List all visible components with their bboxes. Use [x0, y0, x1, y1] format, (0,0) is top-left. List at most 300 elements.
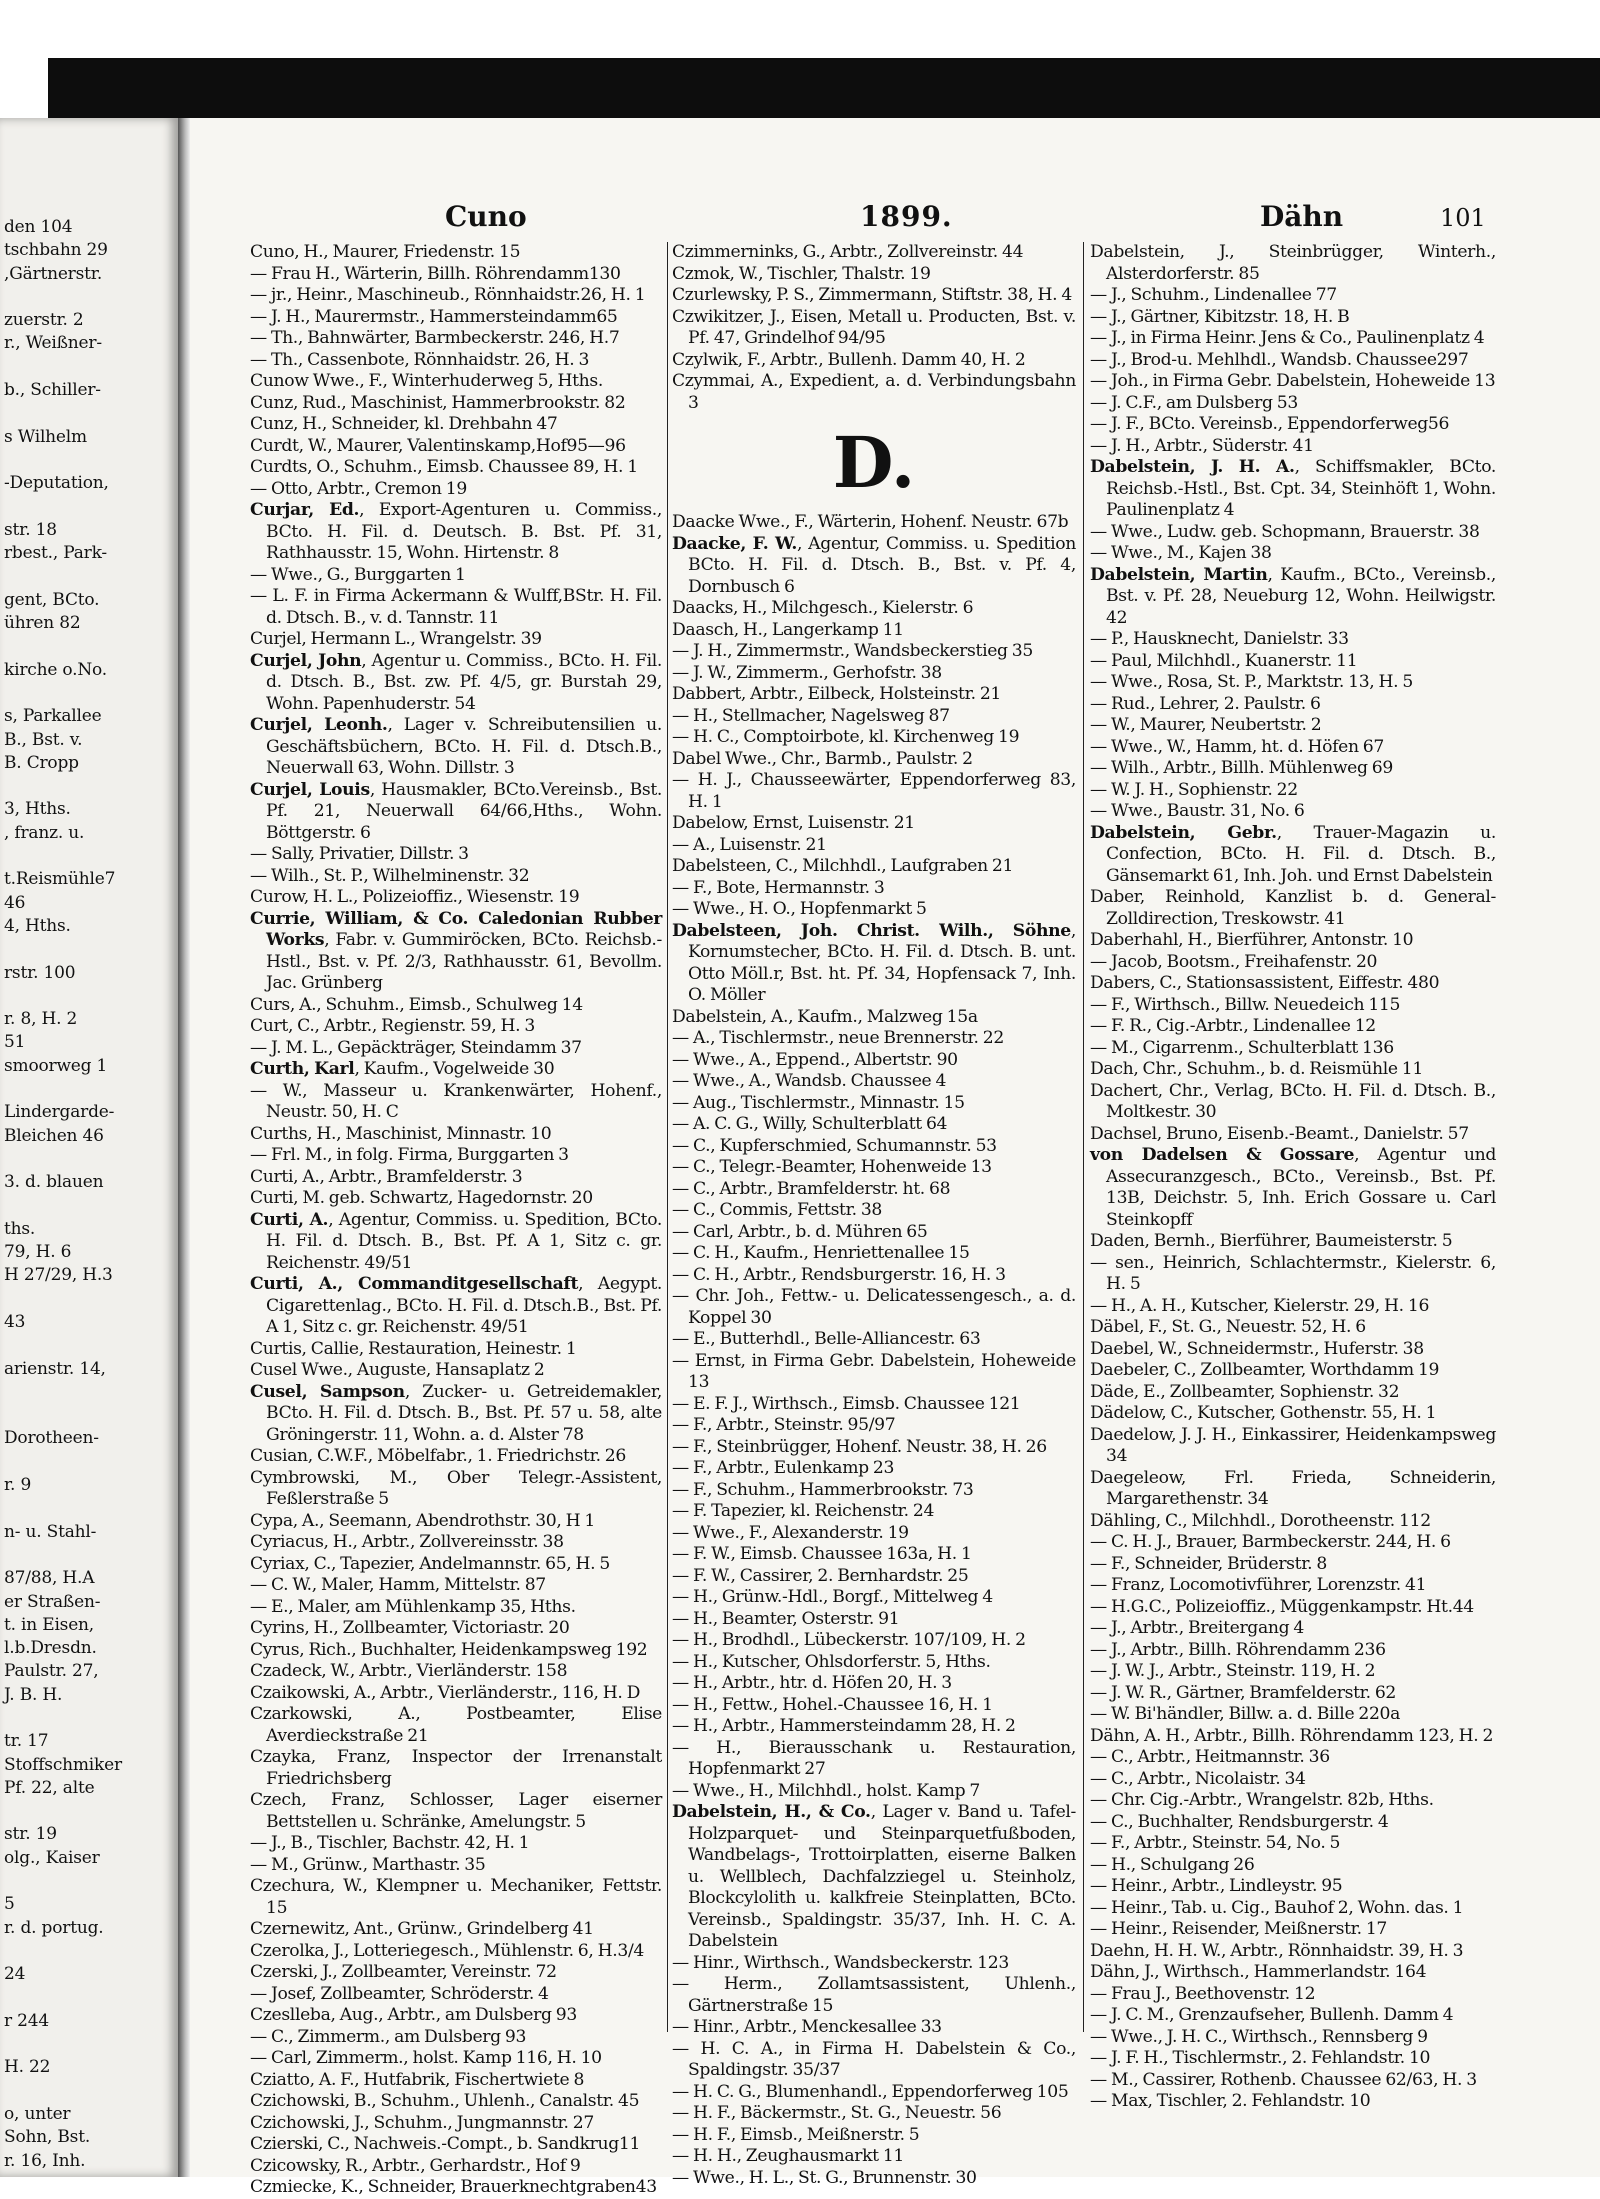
left-page-line: 46	[4, 892, 26, 913]
left-page-line: Dorotheen-	[4, 1428, 99, 1449]
left-page-line	[4, 1381, 178, 1404]
directory-entry: Cunz, Rud., Maschinist, Hammerbrookstr. 82	[250, 392, 626, 413]
left-page-line	[4, 1987, 178, 2010]
left-page-line: r. 9	[4, 1475, 32, 1496]
left-page-line: kirche o.No.	[4, 659, 107, 680]
directory-entry: Daberhahl, H., Bierführer, Antonstr. 10	[1090, 930, 1414, 950]
directory-entry: Dabelsteen, Joh. Christ. Wilh., Söhne, Kornumstecher, BCto. H. Fil. d. Dtsch. B. unt. Otto Möll.r, Bst. ht. Pf. 34, Hopfensack 7, Inh. O. Möller	[672, 920, 1076, 1005]
directory-entry: — H. C., Comptoirbote, kl. Kirchenweg 19	[672, 727, 1020, 747]
page-header	[250, 200, 1490, 240]
directory-entry: Dabelstein, A., Kaufm., Malzweg 15a	[672, 1006, 978, 1027]
directory-entry: — Carl, Arbtr., b. d. Mühren 65	[672, 1221, 928, 1242]
directory-entry: — A., Tischlermstr., neue Brennerstr. 22	[672, 1028, 1004, 1048]
left-page-line	[4, 1078, 178, 1101]
left-page-line: rbest., Park-	[4, 543, 107, 564]
directory-entry: — Wwe., H., Milchhdl., holst. Kamp 7	[672, 1780, 980, 1801]
directory-entry: — Carl, Zimmerm., holst. Kamp 116, H. 10	[250, 2048, 602, 2068]
directory-entry: — Th., Bahnwärter, Barmbeckerstr. 246, H.7	[250, 328, 620, 348]
directory-entry: Czeslleba, Aug., Arbtr., am Dulsberg 93	[250, 2005, 577, 2025]
directory-entry: Daasch, H., Langerkamp 11	[672, 619, 904, 640]
directory-entry: — Paul, Milchhdl., Kuanerstr. 11	[1090, 650, 1358, 671]
directory-entry: — Joh., in Firma Gebr. Dabelstein, Hoheweide 13	[1090, 371, 1496, 391]
directory-entry: Curdt, W., Maurer, Valentinskamp,Hof95—96	[250, 435, 626, 456]
left-page-line	[4, 1148, 178, 1171]
left-page-line: smoorweg 1	[4, 1055, 108, 1076]
left-page-line: er Straßen-	[4, 1591, 101, 1612]
directory-entry: Cuno, H., Maurer, Friedenstr. 15	[250, 242, 521, 262]
page-number: 101	[1440, 204, 1486, 232]
left-page-line	[4, 1404, 178, 1427]
directory-entry: Curth, Karl, Kaufm., Vogelweide 30	[250, 1059, 555, 1079]
directory-entry: Czwikitzer, J., Eisen, Metall u. Producten, Bst. v. Pf. 47, Grindelhof 94/95	[672, 306, 1076, 348]
left-page-line: s, Parkallee	[4, 706, 102, 727]
directory-entry: — E. F. J., Wirthsch., Eimsb. Chaussee 121	[672, 1393, 1021, 1414]
directory-entry: — F., Bote, Hermannstr. 3	[672, 877, 885, 898]
directory-entry: Curjel, Louis, Hausmakler, BCto.Vereinsb., Bst. Pf. 21, Neuerwall 64/66,Hths., Wohn. Böttgerstr. 6	[250, 779, 663, 843]
directory-entry: — H. H., Zeughausmarkt 11	[672, 2146, 905, 2166]
directory-entry: Dachert, Chr., Verlag, BCto. H. Fil. d. Dtsch. B., Moltkestr. 30	[1090, 1080, 1496, 1122]
directory-entry: — C., Buchhalter, Rendsburgerstr. 4	[1090, 1811, 1389, 1832]
left-page-line	[4, 2033, 178, 2056]
directory-entry: — L. F. in Firma Ackermann & Wulff,BStr. H. Fil. d. Dtsch. B., v. d. Tannstr. 11	[250, 586, 662, 628]
directory-entry: Dabelow, Ernst, Luisenstr. 21	[672, 813, 915, 833]
directory-entry: Dachsel, Bruno, Eisenb.-Beamt., Danielstr. 57	[1090, 1123, 1469, 1144]
directory-entry: — H. C. A., in Firma H. Dabelstein & Co., Spaldingstr. 35/37	[672, 2038, 1076, 2080]
directory-entry: — A., Luisenstr. 21	[672, 834, 827, 855]
directory-entry: Czylwik, F., Arbtr., Bullenh. Damm 40, H. 2	[672, 349, 1026, 370]
directory-entry: — J. W. J., Arbtr., Steinstr. 119, H. 2	[1090, 1661, 1376, 1681]
directory-column-2	[672, 242, 1076, 2188]
directory-entry: Curti, A., Arbtr., Bramfelderstr. 3	[250, 1166, 523, 1187]
directory-entry: — M., Grünw., Marthastr. 35	[250, 1854, 486, 1875]
left-page-line: Paulstr. 27,	[4, 1661, 99, 1682]
directory-entry: — Wwe., A., Wandsb. Chaussee 4	[672, 1071, 947, 1091]
directory-entry: Daebel, W., Schneidermstr., Huferstr. 38	[1090, 1338, 1424, 1359]
left-page-line	[4, 1497, 178, 1520]
left-page-line: r. d. portug.	[4, 1917, 104, 1938]
directory-entry: Czadeck, W., Arbtr., Vierländerstr. 158	[250, 1661, 568, 1681]
directory-entry: Czaikowski, A., Arbtr., Vierländerstr., 116, H. D	[250, 1682, 641, 1703]
directory-entry: — H. J., Chausseewärter, Eppendorferweg 83, H. 1	[672, 770, 1076, 812]
left-page-line: Pf. 22, alte	[4, 1777, 95, 1798]
directory-entry: — C. H., Kaufm., Henriettenallee 15	[672, 1243, 970, 1263]
left-page-line: o, unter	[4, 2104, 71, 2125]
directory-entry: — sen., Heinrich, Schlachtermstr., Kielerstr. 6, H. 5	[1090, 1252, 1496, 1294]
directory-entry: Czechura, W., Klempner u. Mechaniker, Fettstr. 15	[250, 1876, 662, 1918]
directory-entry: Cusian, C.W.F., Möbelfabr., 1. Friedrichstr. 26	[250, 1446, 626, 1466]
left-page-line: tschbahn 29	[4, 240, 108, 261]
directory-entry: — F., Wirthsch., Billw. Neuedeich 115	[1090, 994, 1401, 1015]
directory-entry: — C., Arbtr., Heitmannstr. 36	[1090, 1747, 1330, 1767]
directory-entry: — F. W., Cassirer, 2. Bernhardstr. 25	[672, 1565, 969, 1586]
directory-entry: — H. C. G., Blumenhandl., Eppendorferweg 105	[672, 2081, 1069, 2102]
left-page-line: 43	[4, 1311, 26, 1332]
directory-entry: — M., Cigarrenm., Schulterblatt 136	[1090, 1037, 1394, 1058]
directory-entry: Daacke, F. W., Agentur, Commiss. u. Spedition BCto. H. Fil. d. Dtsch. B., Bst. v. Pf. 4, Dornbusch 6	[672, 533, 1076, 597]
left-page-line: Lindergarde-	[4, 1102, 115, 1123]
left-page-line: arienstr. 14,	[4, 1358, 106, 1379]
directory-entry: — F., Arbtr., Eulenkamp 23	[672, 1458, 895, 1478]
directory-entry: — C. H., Arbtr., Rendsburgerstr. 16, H. 3	[672, 1264, 1006, 1285]
directory-entry: Cusel Wwe., Auguste, Hansaplatz 2	[250, 1360, 545, 1380]
directory-column-3	[1090, 242, 1497, 2111]
directory-entry: Cypa, A., Seemann, Abendrothstr. 30, H 1	[250, 1510, 595, 1531]
left-page-line	[4, 496, 178, 519]
directory-entry: — F. W., Eimsb. Chaussee 163a, H. 1	[672, 1544, 972, 1564]
directory-entry: Däde, E., Zollbeamter, Sophienstr. 32	[1090, 1381, 1400, 1402]
directory-entry: — H., Brodhdl., Lübeckerstr. 107/109, H. 2	[672, 1630, 1026, 1650]
directory-entry: Cunow Wwe., F., Winterhuderweg 5, Hths.	[250, 371, 603, 391]
left-page-line	[4, 938, 178, 961]
directory-entry: Cusel, Sampson, Zucker- u. Getreidemakler, BCto. H. Fil. d. Dtsch. B., Bst. Pf. 57 u. 58, alte Gröningerstr. 11, Wohn. a. d. Alster 78	[250, 1381, 663, 1445]
directory-entry: — Frl. M., in folg. Firma, Burggarten 3	[250, 1145, 569, 1165]
directory-entry: — Frau J., Beethovenstr. 12	[1090, 1983, 1316, 2004]
directory-entry: Cunz, H., Schneider, kl. Drehbahn 47	[250, 414, 558, 434]
directory-entry: — P., Hausknecht, Danielstr. 33	[1090, 629, 1349, 649]
directory-entry: — J. H., Maurermstr., Hammersteindamm65	[250, 306, 618, 327]
directory-entry: Daebeler, C., Zollbeamter, Worthdamm 19	[1090, 1360, 1440, 1380]
directory-entry: — Wwe., J. H. C., Wirthsch., Rennsberg 9	[1090, 2026, 1428, 2047]
directory-entry: Curths, H., Maschinist, Minnastr. 10	[250, 1123, 552, 1144]
directory-entry: — Wwe., H. O., Hopfenmarkt 5	[672, 899, 927, 919]
directory-entry: Cyriacus, H., Arbtr., Zollvereinsstr. 38	[250, 1532, 564, 1552]
column-2-top-entries	[672, 242, 1076, 414]
directory-entry: Curjel, Leonh., Lager v. Schreibutensilien u. Geschäftsbüchern, BCto. H. Fil. d. Dtsch.B., Neuerwall 63, Wohn. Dillstr. 3	[250, 715, 662, 778]
left-page-line: B., Bst. v.	[4, 729, 83, 750]
left-page-line: b., Schiller-	[4, 380, 101, 401]
directory-entry: — H., A. H., Kutscher, Kielerstr. 29, H. 16	[1090, 1295, 1430, 1316]
header-left-keyword: Cuno	[445, 200, 527, 233]
directory-entry: — J. C.F., am Dulsberg 53	[1090, 392, 1298, 413]
directory-entry: — H., Beamter, Osterstr. 91	[672, 1608, 900, 1629]
column-2-d-entries	[672, 512, 1076, 2189]
left-page-line: ,Gärtnerstr.	[4, 263, 103, 284]
directory-entry: Curti, A., Agentur, Commiss. u. Spedition, BCto. H. Fil. d. Dtsch. B., Bst. Pf. A 1, Sitz c. gr. Reichenstr. 49/51	[250, 1209, 663, 1273]
directory-entry: Czerolka, J., Lotteriegesch., Mühlenstr. 6, H.3/4	[250, 1940, 644, 1961]
left-page-line: r 244	[4, 2010, 49, 2031]
directory-entry: — J., in Firma Heinr. Jens & Co., Paulinenplatz 4	[1090, 328, 1485, 348]
header-right-keyword: Dähn	[1260, 200, 1344, 233]
left-page-line	[4, 1800, 178, 1823]
left-page-line: t.Reismühle7	[4, 869, 116, 890]
directory-entry: — C., Arbtr., Nicolaistr. 34	[1090, 1768, 1306, 1789]
left-page-line	[4, 402, 178, 425]
directory-entry: — F., Arbtr., Steinstr. 54, No. 5	[1090, 1833, 1341, 1853]
left-page-line: 79, H. 6	[4, 1242, 72, 1263]
directory-entry: — Josef, Zollbeamter, Schröderstr. 4	[250, 1983, 549, 2004]
scan-top-shadow	[48, 58, 1600, 118]
left-page-line	[4, 682, 178, 705]
directory-entry: Dabelstein, H., & Co., Lager v. Band u. Tafel-Holzparquet- und Steinparquetfußboden, Wandbelags-, Trottoirplatten, eiserne Balken u. Wellblech, Dachfalzziegel u. Steinholz, Blockcylolith u. kalkfreie Steinplatten, BCto. Vereinsb., Spaldingstr. 35/37, Inh. H. C. A. Dabelstein	[672, 1802, 1076, 1951]
directory-entry: — F., Schneider, Brüderstr. 8	[1090, 1553, 1327, 1574]
left-page-line	[4, 1940, 178, 1963]
left-page-line: Stoffschmiker	[4, 1754, 122, 1775]
directory-entry: Czicowsky, R., Arbtr., Gerhardstr., Hof 9	[250, 2155, 581, 2176]
directory-entry: Cyrus, Rich., Buchhalter, Heidenkampsweg 192	[250, 1639, 648, 1660]
directory-entry: Daedelow, J. J. H., Einkassirer, Heidenkampsweg 34	[1090, 1424, 1496, 1466]
directory-entry: Dädelow, C., Kutscher, Gothenstr. 55, H. 1	[1090, 1403, 1437, 1423]
directory-entry: Daber, Reinhold, Kanzlist b. d. General-Zolldirection, Treskowstr. 41	[1090, 887, 1496, 929]
directory-entry: Czichowski, J., Schuhm., Jungmannstr. 27	[250, 2112, 594, 2133]
left-page-line	[4, 845, 178, 868]
directory-entry: — Heinr., Tab. u. Cig., Bauhof 2, Wohn. das. 1	[1090, 1897, 1464, 1918]
directory-entry: Czmok, W., Tischler, Thalstr. 19	[672, 263, 931, 284]
directory-entry: Czayka, Franz, Inspector der Irrenanstalt Friedrichsberg	[250, 1747, 662, 1789]
left-page-line: 87/88, H.A	[4, 1568, 95, 1589]
left-page-line: 51	[4, 1032, 26, 1053]
left-page-line: -Deputation,	[4, 473, 109, 494]
directory-entry: Cziatto, A. F., Hutfabrik, Fischertwiete 8	[250, 2069, 585, 2090]
left-page-line: 4, Hths.	[4, 915, 71, 936]
directory-entry: — Wilh., Arbtr., Billh. Mühlenweg 69	[1090, 758, 1393, 778]
directory-entry: — Wwe., M., Kajen 38	[1090, 543, 1272, 563]
directory-entry: — J., Brod-u. Mehlhdl., Wandsb. Chaussee297	[1090, 349, 1469, 370]
directory-entry: Dähn, A. H., Arbtr., Billh. Röhrendamm 123, H. 2	[1090, 1725, 1494, 1746]
column-rule	[1083, 242, 1084, 2032]
directory-entry: — C., Zimmerm., am Dulsberg 93	[250, 2026, 527, 2047]
directory-entry: Curjel, John, Agentur u. Commiss., BCto. H. Fil. d. Dtsch. B., Bst. zw. Pf. 4/5, gr. Burstah 29, Wohn. Papenhuderstr. 54	[250, 650, 662, 714]
directory-entry: — J., B., Tischler, Bachstr. 42, H. 1	[250, 1833, 530, 1853]
directory-entry: — W. J. H., Sophienstr. 22	[1090, 779, 1298, 800]
directory-entry: — H., Grünw.-Hdl., Borgf., Mittelweg 4	[672, 1587, 993, 1607]
directory-entry: — Wwe., Ludw. geb. Schopmann, Brauerstr. 38	[1090, 521, 1480, 542]
directory-entry: — Aug., Tischlermstr., Minnastr. 15	[672, 1092, 965, 1113]
directory-entry: — Sally, Privatier, Dillstr. 3	[250, 844, 469, 864]
directory-entry: — Frau H., Wärterin, Billh. Röhrendamm130	[250, 263, 621, 284]
left-page-line	[4, 1194, 178, 1217]
left-page-fragment	[0, 118, 178, 2177]
left-page-line: H 27/29, H.3	[4, 1265, 113, 1286]
directory-entry: — J. H., Zimmermstr., Wandsbeckerstieg 35	[672, 641, 1033, 661]
directory-entry: — J. H., Arbtr., Süderstr. 41	[1090, 435, 1314, 456]
directory-entry: Daacke Wwe., F., Wärterin, Hohenf. Neustr. 67b	[672, 512, 1069, 532]
directory-entry: — jr., Heinr., Maschineub., Rönnhaidstr.26, H. 1	[250, 285, 646, 305]
letter-heading: D.	[832, 421, 916, 504]
directory-entry: Czech, Franz, Schlosser, Lager eiserner Bettstellen u. Schränke, Amelungstr. 5	[250, 1790, 662, 1832]
directory-entry: Daehn, H. H. W., Arbtr., Rönnhaidstr. 39, H. 3	[1090, 1940, 1464, 1961]
directory-entry: Curtis, Callie, Restauration, Heinestr. 1	[250, 1338, 577, 1359]
directory-entry: — Wwe., A., Eppend., Albertstr. 90	[672, 1049, 958, 1070]
left-page-line	[4, 286, 178, 309]
left-page-line: 5	[4, 1894, 15, 1915]
directory-entry: Curti, M. geb. Schwartz, Hagedornstr. 20	[250, 1188, 593, 1208]
directory-entry: — C. H. J., Brauer, Barmbeckerstr. 244, H. 6	[1090, 1532, 1451, 1552]
left-page-line	[4, 985, 178, 1008]
left-page-line	[4, 356, 178, 379]
directory-entry: — J., Schuhm., Lindenallee 77	[1090, 285, 1337, 305]
directory-entry: — H., Arbtr., htr. d. Höfen 20, H. 3	[672, 1673, 952, 1693]
directory-entry: Dach, Chr., Schuhm., b. d. Reismühle 11	[1090, 1059, 1423, 1079]
directory-entry: Dabelstein, Gebr., Trauer-Magazin u. Confection, BCto. H. Fil. d. Dtsch. B., Gänsemarkt 61, Inh. Joh. und Ernst Dabelstein	[1090, 822, 1496, 886]
left-page-line: J. B. H.	[4, 1684, 63, 1705]
directory-entry: Cyriax, C., Tapezier, Andelmannstr. 65, H. 5	[250, 1553, 610, 1574]
left-page-line: gent, BCto.	[4, 589, 100, 610]
directory-entry: Dähling, C., Milchhdl., Dorotheenstr. 112	[1090, 1510, 1431, 1531]
directory-entry: — F., Steinbrügger, Hohenf. Neustr. 38, H. 26	[672, 1436, 1047, 1457]
directory-entry: Czymmai, A., Expedient, a. d. Verbindungsbahn 3	[672, 371, 1076, 413]
directory-entry: Däbel, F., St. G., Neuestr. 52, H. 6	[1090, 1317, 1366, 1337]
left-page-line: , franz. u.	[4, 822, 85, 843]
directory-entry: — W., Masseur u. Krankenwärter, Hohenf., Neustr. 50, H. C	[250, 1080, 662, 1122]
left-page-line: str. 19	[4, 1824, 57, 1845]
directory-entry: — Heinr., Reisender, Meißnerstr. 17	[1090, 1919, 1387, 1939]
directory-entry: — H., Fettw., Hohel.-Chaussee 16, H. 1	[672, 1694, 993, 1715]
column-rule	[667, 242, 668, 2032]
directory-entry: — Hinr., Arbtr., Menckesallee 33	[672, 2017, 942, 2037]
directory-entry: — Wwe., Rosa, St. P., Marktstr. 13, H. 5	[1090, 672, 1413, 692]
left-page-line: r. 16, Inh.	[4, 2150, 86, 2171]
directory-entry: Dabers, C., Stationsassistent, Eiffestr. 480	[1090, 973, 1440, 993]
directory-entry: — C., Kupferschmied, Schumannstr. 53	[672, 1135, 997, 1156]
left-page-line	[4, 775, 178, 798]
left-page-line	[4, 1451, 178, 1474]
directory-entry: Dabbert, Arbtr., Eilbeck, Holsteinstr. 21	[672, 684, 1001, 704]
directory-entry: Daegeleow, Frl. Frieda, Schneiderin, Margarethenstr. 34	[1090, 1467, 1496, 1509]
directory-entry: — H., Bierausschank u. Restauration, Hopfenmarkt 27	[672, 1737, 1076, 1779]
left-page-line	[4, 1707, 178, 1730]
left-page-line: Sohn, Bst.	[4, 2127, 91, 2148]
directory-entry: Currie, William, & Co. Caledonian Rubber Works, Fabr. v. Gummiröcken, BCto. Reichsb.-Hstl., Bst. v. Pf. 2/3, Rathhausstr. 61, Bevollm. Jac. Grünberg	[250, 908, 662, 993]
directory-entry: Czerski, J., Zollbeamter, Vereinstr. 72	[250, 1962, 557, 1982]
directory-entry: von Dadelsen & Gossare, Agentur und Assecuranzgesch., BCto., Vereinsb., Bst. Pf. 13B, Deichstr. 5, Inh. Erich Gossare u. Carl Steinkopff	[1090, 1145, 1496, 1230]
left-page-line: olg., Kaiser	[4, 1847, 100, 1868]
directory-entry: — A. C. G., Willy, Schulterblatt 64	[672, 1114, 948, 1134]
left-page-line: tr. 17	[4, 1731, 49, 1752]
directory-entry: — C., Arbtr., Bramfelderstr. ht. 68	[672, 1178, 951, 1199]
left-page-line	[4, 1544, 178, 1567]
left-page-line: s Wilhelm	[4, 426, 87, 447]
directory-entry: Curow, H. L., Polizeioffiz., Wiesenstr. 19	[250, 887, 580, 907]
directory-entry: — F. Tapezier, kl. Reichenstr. 24	[672, 1501, 935, 1521]
directory-entry: — C., Telegr.-Beamter, Hohenweide 13	[672, 1157, 992, 1177]
left-page-line: B. Cropp	[4, 752, 79, 773]
directory-entry: Dabelstein, J., Steinbrügger, Winterh., Alsterdorferstr. 85	[1090, 242, 1496, 284]
directory-entry: — Wwe., F., Alexanderstr. 19	[672, 1522, 909, 1543]
directory-entry: — Chr. Cig.-Arbtr., Wrangelstr. 82b, Hths.	[1090, 1790, 1434, 1810]
directory-entry: — E., Butterhdl., Belle-Alliancestr. 63	[672, 1329, 981, 1349]
directory-entry: — F. R., Cig.-Arbtr., Lindenallee 12	[1090, 1016, 1376, 1036]
directory-entry: — Max, Tischler, 2. Fehlandstr. 10	[1090, 2091, 1371, 2111]
directory-entry: — J. C. M., Grenzaufseher, Bullenh. Damm 4	[1090, 2005, 1454, 2025]
directory-entry: — Herm., Zollamtsassistent, Uhlenh., Gärtnerstraße 15	[672, 1974, 1076, 2016]
left-page-line: den 104	[4, 217, 73, 237]
directory-entry: Dabelstein, Martin, Kaufm., BCto., Vereinsb., Bst. v. Pf. 28, Neueburg 12, Wohn. Heilwigstr. 42	[1090, 564, 1497, 628]
directory-entry: Curt, C., Arbtr., Regienstr. 59, H. 3	[250, 1016, 535, 1036]
header-year: 1899.	[860, 200, 953, 233]
directory-entry: — W. Bi'händler, Billw. a. d. Bille 220a	[1090, 1704, 1401, 1724]
directory-entry: Curs, A., Schuhm., Eimsb., Schulweg 14	[250, 994, 583, 1015]
left-page-line	[4, 1288, 178, 1311]
directory-entry: — J. W., Zimmerm., Gerhofstr. 38	[672, 662, 942, 683]
directory-entry: Daden, Bernh., Bierführer, Baumeisterstr. 5	[1090, 1231, 1453, 1251]
left-page-line: r., Weißner-	[4, 333, 102, 354]
left-page-line	[4, 635, 178, 658]
directory-entry: — J. F., BCto. Vereinsb., Eppendorferweg56	[1090, 414, 1450, 434]
left-page-line: rstr. 100	[4, 962, 76, 983]
directory-entry: — Otto, Arbtr., Cremon 19	[250, 478, 467, 499]
directory-entry: Dabelstein, J. H. A., Schiffsmakler, BCto. Reichsb.-Hstl., Bst. Cpt. 34, Steinhöft 1, Wohn. Paulinenplatz 4	[1090, 457, 1497, 520]
left-page-line: r. 8, H. 2	[4, 1009, 78, 1030]
directory-entry: — Wwe., W., Hamm, ht. d. Höfen 67	[1090, 736, 1384, 757]
left-page-line: 3, Hths.	[4, 799, 71, 820]
left-page-line: n- u. Stahl-	[4, 1521, 97, 1542]
directory-entry: — J. W. R., Gärtner, Bramfelderstr. 62	[1090, 1682, 1397, 1703]
directory-entry: — C. W., Maler, Hamm, Mittelstr. 87	[250, 1575, 546, 1595]
directory-entry: Czernewitz, Ant., Grünw., Grindelberg 41	[250, 1919, 594, 1939]
left-page-line: zuerstr. 2	[4, 310, 84, 331]
directory-entry: — Jacob, Bootsm., Freihafenstr. 20	[1090, 951, 1378, 972]
directory-entry: — Th., Cassenbote, Rönnhaidstr. 26, H. 3	[250, 349, 590, 370]
directory-entry: Czmiecke, K., Schneider, Brauerknechtgraben43	[250, 2177, 657, 2197]
left-page-line: str. 18	[4, 519, 57, 540]
directory-entry: — H.G.C., Polizeioffiz., Müggenkampstr. Ht.44	[1090, 1596, 1474, 1617]
directory-entry: — Hinr., Wirthsch., Wandsbeckerstr. 123	[672, 1952, 1009, 1973]
directory-column-1	[250, 242, 663, 2197]
directory-entry: — Ernst, in Firma Gebr. Dabelstein, Hoheweide 13	[672, 1350, 1076, 1392]
directory-entry: — H., Arbtr., Hammersteindamm 28, H. 2	[672, 1716, 1016, 1736]
directory-entry: — Wwe., Baustr. 31, No. 6	[1090, 801, 1305, 821]
left-page-line	[4, 2080, 178, 2103]
directory-entry: Czimmerninks, G., Arbtr., Zollvereinstr. 44	[672, 242, 1024, 262]
book-gutter	[178, 118, 190, 2177]
directory-entry: Cyrins, H., Zollbeamter, Victoriastr. 20	[250, 1618, 570, 1638]
directory-entry: — H. F., Bäckermstr., St. G., Neuestr. 56	[672, 2103, 1002, 2123]
directory-entry: — F., Schuhm., Hammerbrookstr. 73	[672, 1479, 974, 1500]
directory-entry: — C., Commis, Fettstr. 38	[672, 1200, 882, 1220]
directory-entry: — J., Gärtner, Kibitzstr. 18, H. B	[1090, 306, 1350, 327]
left-page-line: Bleichen 46	[4, 1125, 104, 1146]
left-page-line	[4, 565, 178, 588]
directory-entry: — Wilh., St. P., Wilhelminenstr. 32	[250, 865, 530, 886]
left-page-line: 24	[4, 1964, 26, 1985]
directory-entry: — Rud., Lehrer, 2. Paulstr. 6	[1090, 693, 1321, 714]
directory-entry: — Chr. Joh., Fettw.- u. Delicatessengesch., a. d. Koppel 30	[672, 1286, 1076, 1328]
left-page-line: ths.	[4, 1218, 36, 1239]
directory-entry: Dabel Wwe., Chr., Barmb., Paulstr. 2	[672, 748, 973, 769]
directory-entry: Czurlewsky, P. S., Zimmermann, Stiftstr. 38, H. 4	[672, 285, 1072, 305]
directory-entry: Cymbrowski, M., Ober Telegr.-Assistent, Feßlerstraße 5	[250, 1467, 662, 1509]
directory-entry: Curjel, Hermann L., Wrangelstr. 39	[250, 629, 542, 649]
directory-entry: — Wwe., G., Burggarten 1	[250, 564, 466, 585]
directory-entry: Czierski, C., Nachweis.-Compt., b. Sandkrug11	[250, 2134, 641, 2154]
directory-entry: — J., Arbtr., Breitergang 4	[1090, 1618, 1304, 1638]
directory-entry: — W., Maurer, Neubertstr. 2	[1090, 715, 1322, 735]
directory-entry: — J. M. L., Gepäckträger, Steindamm 37	[250, 1037, 582, 1058]
left-page-line: ühren 82	[4, 613, 81, 634]
directory-entry: — J., Arbtr., Billh. Röhrendamm 236	[1090, 1639, 1386, 1660]
directory-entry: — J. F. H., Tischlermstr., 2. Fehlandstr. 10	[1090, 2048, 1431, 2068]
directory-entry: — H. F., Eimsb., Meißnerstr. 5	[672, 2124, 920, 2145]
left-page-line: l.b.Dresdn.	[4, 1638, 97, 1659]
left-page-line: 3. d. blauen	[4, 1172, 104, 1193]
directory-entry: — M., Cassirer, Rothenb. Chaussee 62/63, H. 3	[1090, 2069, 1477, 2090]
directory-entry: Czichowski, B., Schuhm., Uhlenh., Canalstr. 45	[250, 2091, 640, 2111]
directory-entry: — Heinr., Arbtr., Lindleystr. 95	[1090, 1876, 1343, 1896]
left-page-line: H. 22	[4, 2057, 51, 2078]
directory-entry: — E., Maler, am Mühlenkamp 35, Hths.	[250, 1596, 576, 1617]
directory-entry: Curjar, Ed., Export-Agenturen u. Commiss., BCto. H. Fil. d. Deutsch. B. Bst. Pf. 31, Rathhausstr. 15, Wohn. Hirtenstr. 8	[250, 500, 662, 563]
directory-entry: — H., Schulgang 26	[1090, 1854, 1255, 1875]
directory-entry: — Wwe., H. L., St. G., Brunnenstr. 30	[672, 2167, 977, 2188]
directory-entry: Curdts, O., Schuhm., Eimsb. Chaussee 89, H. 1	[250, 457, 638, 477]
directory-entry: Dähn, J., Wirthsch., Hammerlandstr. 164	[1090, 1962, 1427, 1982]
directory-entry: Daacks, H., Milchgesch., Kielerstr. 6	[672, 598, 974, 618]
left-page-line	[4, 1870, 178, 1893]
left-page-line: t. in Eisen,	[4, 1614, 95, 1635]
directory-entry: — H., Kutscher, Ohlsdorferstr. 5, Hths.	[672, 1651, 991, 1672]
left-page-line	[4, 1334, 178, 1357]
directory-entry: Dabelsteen, C., Milchhdl., Laufgraben 21	[672, 856, 1014, 876]
